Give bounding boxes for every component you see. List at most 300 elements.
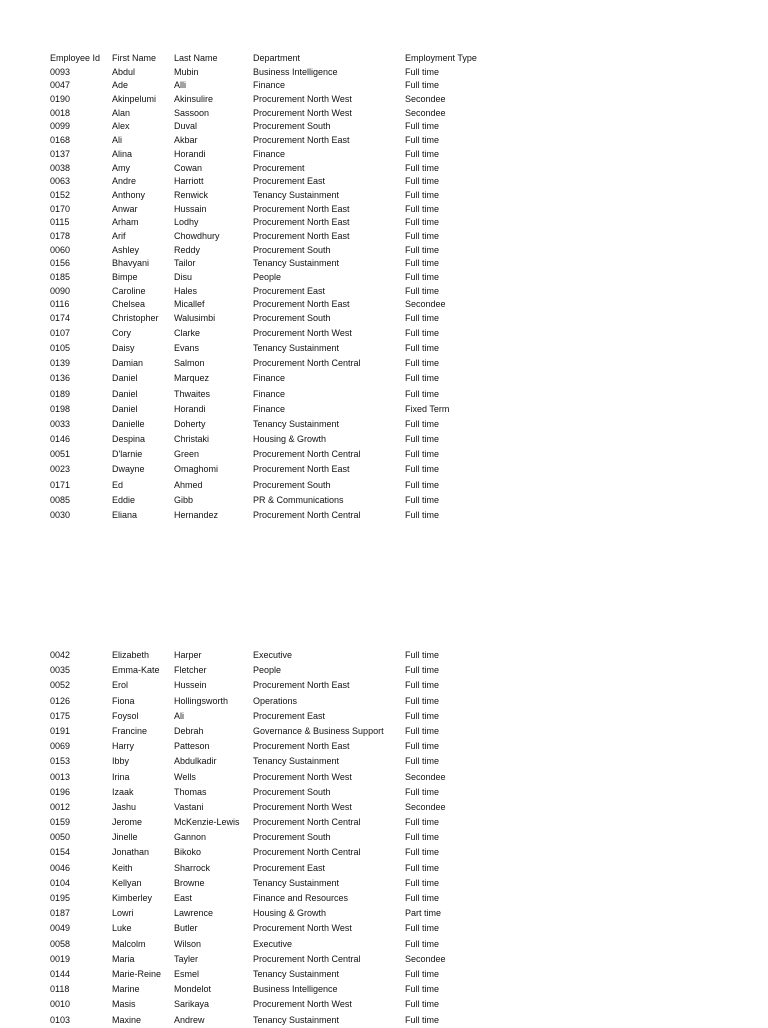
cell-first-name: Damian: [112, 358, 144, 369]
cell-last-name: Wilson: [174, 938, 202, 949]
employee-table-page-1: [50, 52, 510, 523]
cell-employment-type: Full time: [405, 847, 440, 858]
cell-employment-type: Full time: [405, 121, 440, 132]
cell-employment-type: Full time: [405, 999, 440, 1010]
cell-employment-type: Full time: [405, 877, 440, 888]
table-row: [50, 709, 510, 724]
table-row: [50, 203, 510, 217]
cell-employee-id: 0191: [50, 725, 71, 736]
table-row: [50, 694, 510, 709]
cell-first-name: Masis: [112, 999, 136, 1010]
cell-department: Procurement South: [253, 479, 331, 490]
cell-last-name: Marquez: [174, 373, 210, 384]
cell-employee-id: 0046: [50, 862, 71, 873]
cell-last-name: McKenzie-Lewis: [174, 817, 240, 828]
table-row: [50, 447, 510, 462]
cell-department: Procurement North East: [253, 741, 350, 752]
cell-department: Procurement North Central: [253, 847, 361, 858]
cell-last-name: Wells: [174, 771, 196, 782]
table-row: [50, 876, 510, 891]
cell-employee-id: 0115: [50, 217, 70, 228]
cell-last-name: Evans: [174, 342, 200, 353]
cell-first-name: Ibby: [112, 756, 130, 767]
cell-first-name: Daniel: [112, 388, 138, 399]
cell-last-name: Fletcher: [174, 665, 207, 676]
cell-last-name: Debrah: [174, 725, 204, 736]
header-department: Department: [253, 53, 301, 63]
cell-employment-type: Full time: [405, 494, 440, 505]
table-row: [50, 356, 510, 371]
cell-employee-id: 0153: [50, 756, 71, 767]
table-row: [50, 271, 510, 285]
table-row: [50, 107, 510, 121]
table-row: [50, 326, 510, 341]
table-row: [50, 508, 510, 523]
cell-last-name: Mubin: [174, 66, 199, 77]
cell-department: Finance: [253, 403, 286, 414]
cell-last-name: Clarke: [174, 327, 201, 338]
cell-last-name: Hales: [174, 285, 198, 296]
cell-first-name: Marie-Reine: [112, 968, 162, 979]
cell-first-name: D'larnie: [112, 449, 143, 460]
cell-employee-id: 0152: [50, 189, 71, 200]
cell-first-name: Maxine: [112, 1014, 142, 1025]
cell-last-name: Micallef: [174, 299, 205, 310]
cell-employee-id: 0137: [50, 148, 71, 159]
cell-department: Executive: [253, 938, 293, 949]
cell-employment-type: Full time: [405, 510, 440, 520]
table-row: [50, 148, 510, 162]
cell-first-name: Ed: [112, 479, 124, 490]
cell-employment-type: Full time: [405, 1014, 440, 1025]
cell-department: Tenancy Sustainment: [253, 418, 340, 429]
cell-first-name: Ali: [112, 135, 123, 146]
cell-employee-id: 0052: [50, 680, 71, 691]
cell-department: Procurement North East: [253, 680, 350, 691]
cell-employment-type: Full time: [405, 418, 440, 429]
table-row: [50, 432, 510, 447]
cell-employment-type: Secondee: [405, 801, 446, 812]
table-row: [50, 830, 510, 845]
cell-employee-id: 0175: [50, 710, 71, 721]
cell-department: Tenancy Sustainment: [253, 968, 340, 979]
cell-employment-type: Full time: [405, 680, 440, 691]
header-employee-id: Employee Id: [50, 53, 101, 63]
cell-employee-id: 0023: [50, 464, 71, 475]
cell-first-name: Daniel: [112, 403, 138, 414]
cell-department: Business Intelligence: [253, 66, 338, 77]
cell-employee-id: 0038: [50, 162, 71, 173]
cell-last-name: Andrew: [174, 1014, 205, 1025]
table-body: [50, 66, 510, 524]
cell-employee-id: 0030: [50, 510, 71, 520]
cell-employee-id: 0035: [50, 665, 71, 676]
table-row: [50, 493, 510, 508]
cell-employee-id: 0190: [50, 94, 71, 105]
cell-last-name: Horandi: [174, 148, 206, 159]
cell-last-name: Esmel: [174, 968, 200, 979]
table-row: [50, 815, 510, 830]
table-row: [50, 230, 510, 244]
cell-employment-type: Full time: [405, 479, 440, 490]
cell-employee-id: 0171: [50, 479, 71, 490]
cell-employment-type: Full time: [405, 725, 440, 736]
cell-department: Operations: [253, 695, 298, 706]
cell-first-name: Chelsea: [112, 299, 146, 310]
cell-department: Procurement South: [253, 244, 331, 255]
cell-employee-id: 0018: [50, 107, 71, 118]
cell-first-name: Lowri: [112, 908, 134, 919]
cell-department: Procurement South: [253, 121, 331, 132]
cell-last-name: Butler: [174, 923, 198, 934]
cell-first-name: Kellyan: [112, 877, 142, 888]
cell-first-name: Maria: [112, 953, 135, 964]
cell-department: Procurement North East: [253, 203, 350, 214]
cell-department: Finance and Resources: [253, 893, 349, 903]
cell-first-name: Caroline: [112, 285, 146, 296]
cell-employee-id: 0090: [50, 285, 71, 296]
cell-first-name: Fiona: [112, 695, 135, 706]
cell-last-name: Walusimbi: [174, 313, 216, 324]
cell-first-name: Luke: [112, 923, 132, 934]
cell-employment-type: Part time: [405, 908, 442, 919]
table-row: [50, 982, 510, 997]
table-row: [50, 66, 510, 80]
cell-employee-id: 0058: [50, 938, 71, 949]
cell-employee-id: 0144: [50, 968, 71, 979]
cell-last-name: Tayler: [174, 953, 199, 964]
table-row: [50, 134, 510, 148]
cell-employee-id: 0033: [50, 418, 71, 429]
cell-first-name: Andre: [112, 176, 137, 187]
cell-first-name: Danielle: [112, 418, 145, 429]
cell-employment-type: Fixed Term: [405, 403, 450, 414]
cell-first-name: Cory: [112, 327, 132, 338]
cell-department: Procurement North East: [253, 217, 350, 228]
cell-last-name: Christaki: [174, 434, 210, 445]
cell-department: Procurement East: [253, 862, 326, 873]
cell-first-name: Amy: [112, 162, 130, 173]
cell-employment-type: Full time: [405, 327, 440, 338]
cell-first-name: Irina: [112, 771, 130, 782]
cell-department: Finance: [253, 80, 286, 91]
cell-employee-id: 0187: [50, 908, 71, 919]
cell-employment-type: Full time: [405, 449, 440, 460]
cell-employment-type: Full time: [405, 464, 440, 475]
cell-first-name: Erol: [112, 680, 129, 691]
cell-department: Tenancy Sustainment: [253, 189, 340, 200]
cell-first-name: Daisy: [112, 342, 135, 353]
table-row: [50, 785, 510, 800]
cell-employee-id: 0012: [50, 801, 71, 812]
table-row: [50, 189, 510, 203]
cell-employment-type: Full time: [405, 388, 440, 399]
table-row: [50, 739, 510, 754]
table-row: [50, 678, 510, 693]
cell-last-name: Browne: [174, 877, 205, 888]
table-row: [50, 770, 510, 785]
cell-employment-type: Full time: [405, 893, 440, 903]
cell-employee-id: 0126: [50, 695, 71, 706]
cell-employment-type: Full time: [405, 786, 440, 797]
cell-employee-id: 0051: [50, 449, 71, 460]
cell-first-name: Jinelle: [112, 832, 138, 843]
cell-employee-id: 0189: [50, 388, 71, 399]
cell-employment-type: Full time: [405, 285, 440, 296]
table-row: [50, 79, 510, 93]
cell-employment-type: Full time: [405, 135, 440, 146]
cell-last-name: Hernandez: [174, 510, 219, 520]
table-row: [50, 93, 510, 107]
cell-department: Procurement North West: [253, 771, 352, 782]
table-row: [50, 462, 510, 477]
cell-department: Finance: [253, 388, 286, 399]
cell-employee-id: 0013: [50, 771, 71, 782]
cell-department: PR & Communications: [253, 494, 344, 505]
cell-department: Procurement South: [253, 786, 331, 797]
cell-department: Tenancy Sustainment: [253, 342, 340, 353]
cell-employment-type: Full time: [405, 862, 440, 873]
cell-employment-type: Secondee: [405, 771, 446, 782]
cell-department: People: [253, 665, 282, 676]
cell-employment-type: Full time: [405, 258, 440, 269]
table-row: [50, 663, 510, 678]
cell-last-name: Harper: [174, 650, 202, 660]
cell-employment-type: Full time: [405, 938, 440, 949]
cell-department: Procurement South: [253, 832, 331, 843]
cell-first-name: Anthony: [112, 189, 146, 200]
cell-last-name: Sharrock: [174, 862, 211, 873]
cell-employee-id: 0146: [50, 434, 71, 445]
cell-department: Procurement North Central: [253, 358, 361, 369]
table-row: [50, 906, 510, 921]
cell-last-name: Patteson: [174, 741, 210, 752]
table-row: [50, 387, 510, 402]
cell-department: Procurement North Central: [253, 510, 361, 520]
cell-department: Procurement North East: [253, 230, 350, 241]
cell-department: Procurement North West: [253, 94, 352, 105]
cell-employee-id: 0178: [50, 230, 71, 241]
cell-last-name: Abdulkadir: [174, 756, 217, 767]
cell-first-name: Abdul: [112, 66, 136, 77]
cell-employment-type: Full time: [405, 358, 440, 369]
cell-first-name: Alan: [112, 107, 131, 118]
cell-employee-id: 0154: [50, 847, 71, 858]
table-row: [50, 800, 510, 815]
cell-last-name: Reddy: [174, 244, 201, 255]
table-header-row: [50, 52, 510, 66]
table-row: [50, 921, 510, 936]
cell-last-name: Salmon: [174, 358, 205, 369]
cell-employee-id: 0118: [50, 984, 70, 995]
cell-department: Procurement South: [253, 313, 331, 324]
cell-employment-type: Full time: [405, 203, 440, 214]
cell-employment-type: Secondee: [405, 107, 446, 118]
cell-employment-type: Full time: [405, 80, 440, 91]
cell-first-name: Daniel: [112, 373, 138, 384]
cell-employee-id: 0139: [50, 358, 71, 369]
cell-first-name: Anwar: [112, 203, 138, 214]
table-row: [50, 175, 510, 189]
cell-first-name: Emma-Kate: [112, 665, 160, 676]
cell-last-name: Sassoon: [174, 107, 210, 118]
cell-employee-id: 0093: [50, 66, 71, 77]
cell-last-name: Lodhy: [174, 217, 199, 228]
cell-first-name: Bimpe: [112, 272, 138, 282]
cell-first-name: Eddie: [112, 494, 136, 505]
cell-employee-id: 0104: [50, 877, 71, 888]
table-row: [50, 120, 510, 134]
cell-employment-type: Full time: [405, 373, 440, 384]
table-row: [50, 298, 510, 312]
cell-last-name: Renwick: [174, 189, 209, 200]
cell-employee-id: 0042: [50, 650, 71, 660]
cell-department: Procurement East: [253, 710, 326, 721]
cell-last-name: Thomas: [174, 786, 207, 797]
cell-employment-type: Full time: [405, 695, 440, 706]
cell-first-name: Marine: [112, 984, 140, 995]
cell-department: Procurement: [253, 162, 305, 173]
cell-department: Housing & Growth: [253, 908, 327, 919]
cell-first-name: Akinpelumi: [112, 94, 157, 105]
cell-employee-id: 0198: [50, 403, 71, 414]
cell-last-name: Cowan: [174, 162, 203, 173]
cell-first-name: Bhavyani: [112, 258, 150, 269]
cell-first-name: Jonathan: [112, 847, 150, 858]
cell-department: Tenancy Sustainment: [253, 1014, 340, 1025]
table-row: [50, 341, 510, 356]
table-row: [50, 371, 510, 386]
cell-employee-id: 0105: [50, 342, 71, 353]
cell-employee-id: 0103: [50, 1014, 71, 1025]
cell-last-name: Thwaites: [174, 388, 211, 399]
table-row: [50, 648, 510, 663]
cell-employment-type: Full time: [405, 832, 440, 843]
cell-department: People: [253, 272, 282, 282]
cell-department: Housing & Growth: [253, 434, 327, 445]
table-row: [50, 845, 510, 860]
header-employment-type: Employment Type: [405, 53, 477, 63]
cell-employee-id: 0010: [50, 999, 71, 1010]
cell-last-name: Alli: [174, 80, 187, 91]
cell-employee-id: 0168: [50, 135, 71, 146]
cell-first-name: Christopher: [112, 313, 159, 324]
cell-employee-id: 0069: [50, 741, 71, 752]
cell-employment-type: Secondee: [405, 94, 446, 105]
table-row: [50, 417, 510, 432]
employee-table-page-2: [50, 648, 510, 1028]
cell-last-name: Ahmed: [174, 479, 203, 490]
cell-last-name: Mondelot: [174, 984, 212, 995]
cell-employment-type: Full time: [405, 665, 440, 676]
cell-employment-type: Full time: [405, 741, 440, 752]
cell-last-name: Green: [174, 449, 200, 460]
cell-department: Procurement East: [253, 285, 326, 296]
cell-last-name: Vastani: [174, 801, 204, 812]
cell-department: Tenancy Sustainment: [253, 258, 340, 269]
cell-employment-type: Full time: [405, 313, 440, 324]
table-row: [50, 997, 510, 1012]
cell-employee-id: 0047: [50, 80, 71, 91]
cell-department: Procurement North Central: [253, 449, 361, 460]
cell-last-name: Disu: [174, 272, 193, 282]
cell-first-name: Keith: [112, 862, 133, 873]
table-row: [50, 891, 510, 906]
cell-first-name: Foysol: [112, 710, 139, 721]
cell-employment-type: Full time: [405, 217, 440, 228]
cell-department: Procurement North Central: [253, 953, 361, 964]
cell-employment-type: Full time: [405, 162, 440, 173]
table-row: [50, 952, 510, 967]
cell-first-name: Alina: [112, 148, 133, 159]
cell-last-name: Harriott: [174, 176, 204, 187]
cell-department: Procurement North West: [253, 999, 352, 1010]
cell-last-name: Hussein: [174, 680, 207, 691]
cell-employee-id: 0156: [50, 258, 71, 269]
cell-employment-type: Full time: [405, 984, 440, 995]
cell-first-name: Francine: [112, 725, 148, 736]
cell-employee-id: 0196: [50, 786, 71, 797]
cell-last-name: Akbar: [174, 135, 198, 146]
table-row: [50, 244, 510, 258]
table-row: [50, 402, 510, 417]
cell-last-name: East: [174, 893, 193, 903]
cell-first-name: Arham: [112, 217, 139, 228]
cell-last-name: Ali: [174, 710, 185, 721]
cell-employment-type: Full time: [405, 710, 440, 721]
cell-last-name: Duval: [174, 121, 198, 132]
cell-employment-type: Full time: [405, 272, 440, 282]
cell-last-name: Chowdhury: [174, 230, 220, 241]
cell-department: Procurement North West: [253, 923, 352, 934]
cell-employee-id: 0159: [50, 817, 71, 828]
cell-employee-id: 0170: [50, 203, 71, 214]
cell-last-name: Doherty: [174, 418, 206, 429]
cell-department: Procurement North East: [253, 464, 350, 475]
cell-last-name: Omaghomi: [174, 464, 219, 475]
cell-employee-id: 0116: [50, 299, 70, 310]
cell-first-name: Elizabeth: [112, 650, 150, 660]
cell-first-name: Despina: [112, 434, 146, 445]
cell-employee-id: 0185: [50, 272, 71, 282]
cell-employment-type: Full time: [405, 230, 440, 241]
cell-last-name: Lawrence: [174, 908, 214, 919]
table-row: [50, 162, 510, 176]
cell-last-name: Hussain: [174, 203, 207, 214]
cell-first-name: Dwayne: [112, 464, 145, 475]
cell-employment-type: Full time: [405, 342, 440, 353]
cell-employment-type: Full time: [405, 968, 440, 979]
cell-last-name: Tailor: [174, 258, 196, 269]
cell-department: Procurement North Central: [253, 817, 361, 828]
cell-department: Procurement North West: [253, 801, 352, 812]
table-row: [50, 285, 510, 299]
table-row: [50, 754, 510, 769]
cell-last-name: Gibb: [174, 494, 194, 505]
cell-last-name: Hollingsworth: [174, 695, 229, 706]
cell-first-name: Ashley: [112, 244, 140, 255]
cell-employment-type: Full time: [405, 756, 440, 767]
cell-employment-type: Full time: [405, 176, 440, 187]
cell-employee-id: 0049: [50, 923, 71, 934]
header-last-name: Last Name: [174, 53, 218, 63]
cell-employment-type: Full time: [405, 189, 440, 200]
cell-employee-id: 0085: [50, 494, 71, 505]
cell-department: Procurement North West: [253, 107, 352, 118]
cell-employee-id: 0060: [50, 244, 71, 255]
cell-employment-type: Full time: [405, 66, 440, 77]
cell-department: Finance: [253, 373, 286, 384]
